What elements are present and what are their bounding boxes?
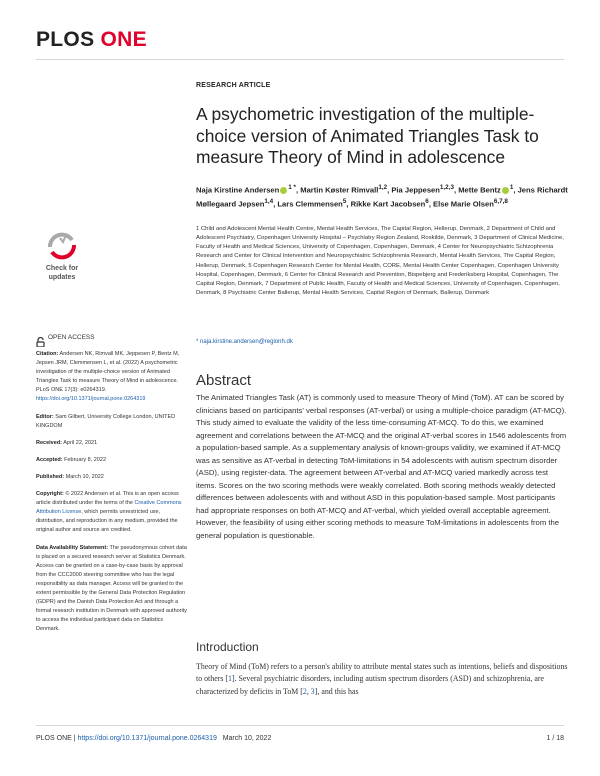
published-label: Published: — [36, 473, 65, 480]
data-availability-label: Data Availability Statement: — [36, 544, 109, 551]
corresponding-email-link[interactable]: * naja.kirstine.andersen@regionh.dk — [196, 339, 293, 345]
author-affiliation-sup: 5 — [342, 197, 347, 205]
footer-separator: | — [71, 735, 78, 742]
footer-date: March 10, 2022 — [222, 735, 272, 742]
abstract-body: The Animated Triangles Task (AT) is commonly used to measure Theory of Mind (ToM). AT can be scored by clinicians based on participants' verbal responses (AT-verbal) or using a multiple-choice paradigm (AT-MCQ). This study aimed to evaluate the validity of the less time-consuming AT-MCQ. To do this, we examined agreement and correlations between the AT-MCQ and the original AT-verbal scores in 1546 adolescents from a population-based sample. As a supplementary analysis of known-groups validity, we examined if AT-MCQ was as sensitive as AT-verbal in detecting ToM-limitations in 54 adolescents with autism spectrum disorder (ASD), using register-data. The agreement between AT-verbal and AT-MCQ varied markedly across test items. Scores on the two scoring methods were weakly correlated. Both scoring methods weakly detected differences between adolescents with and without ASD in this population-based sample. Most participants had appropriate responses on both AT-MCQ and AT-verbal, which yielded overall acceptable agreement. However, the feasibility of using either scoring methods to measure ToM-limitations in adolescents from the general population is questionable. — [196, 393, 567, 540]
orcid-icon[interactable] — [502, 187, 509, 194]
author-list — [196, 182, 574, 209]
author-affiliation-sup: 1,4 — [264, 197, 274, 205]
article-title: A psychometric investigation of the multiple-choice version of Animated Triangles Task to measure Theory of Mind in adolescence — [196, 104, 539, 167]
citation-label: Citation: — [36, 351, 59, 357]
footer-divider — [36, 725, 564, 726]
data-availability-text: The pseudonymous cohort data is placed on a secured research server at Statistics Denmark. Access can be granted on a case-by-case basis by approval from the CCC2000 steering committee who has the legal responsibility as data manager. Access will be granted to the extent permissible by the General Data Protection Regulation (GDPR) and the Danish Data Protection Act and through a formal research institution in Denmark with approved authority to access the individual participant data on Statistics Denmark. — [36, 544, 188, 633]
check-for-updates-line1: Check for — [45, 265, 79, 272]
orcid-icon[interactable] — [280, 187, 287, 194]
copyright-block — [36, 490, 188, 535]
editor-block — [36, 413, 188, 431]
citation-text: Andersen NK, Rimvall MK, Jeppesen P, Bentz M, Jepsen JRM, Clemmensen L, et al. (2022) A psychometric investigation of the multiple-choice version of Animated Triangles Task to measure Theory of Mind in adolescence. PLoS ONE 17(3): e0264319. — [36, 351, 180, 394]
copyright-text: , which permits unrestricted use, distribution, and reproduction in any medium, provided the original author and source are credited. — [36, 509, 178, 534]
published-block — [36, 473, 188, 482]
accepted-block — [36, 456, 188, 465]
article-type-label: RESEARCH ARTICLE — [196, 82, 271, 89]
affiliations: 1 Child and Adolescent Mental Health Centre, Mental Health Services, The Capital Region, Hellerup, Denmark, 2 Department of Child and Adolescent Psychiatry, Copenhagen University Hospital – Psychiatry Region Zealand, Roskilde, Denmark, 3 Department of Clinical Medicine, Faculty of Health and Medical Sciences, University of Copenhagen, Copenhagen, Denmark, 4 Center for Neuropsychiatric Schizophrenia Research and Center for Clinical Intervention and Neuropsychiatric Schizophrenia Research, Mental Health Services, The Capital Region, Hellerup, Denmark, 5 Copenhagen Research Center for Mental Health, CORE, Mental Health Center Copenhagen, Copenhagen University Hospital, Copenhagen, Denmark, 6 Center for Clinical Research and Prevention, Bispebjerg and Frederiksberg Hospital, Copenhagen, The Capital Region, Denmark, 7 Department of Public Health, Faculty of Health and Medical Sciences, University of Copenhagen, Copenhagen, Denmark, 8 Psychiatric Center Ballerup, Mental Health Services, Capital Region of Denmark, Ballerup, Denmark — [196, 226, 564, 297]
accepted-label: Accepted: — [36, 456, 63, 463]
copyright-text: © 2022 Andersen et al. This is an open access article distributed under the terms of the — [36, 491, 179, 507]
journal-logo — [36, 28, 147, 52]
author-name[interactable]: Naja Kirstine Andersen — [196, 185, 280, 195]
accepted-date: February 8, 2022 — [62, 456, 107, 463]
doi-link[interactable]: https://doi.org/10.1371/journal.pone.0264319 — [36, 396, 146, 403]
received-date: April 22, 2021 — [62, 439, 98, 446]
journal-name-plos: PLOS — [36, 28, 101, 51]
intro-text: ]. Several psychiatric disorders, including autism spectrum disorders (ASD) and schizophrenia, are characterized by deficits in ToM [ — [196, 674, 544, 696]
author-affiliation-sup: 6 — [425, 197, 429, 205]
citation-link[interactable]: 2 — [302, 686, 307, 696]
data-availability-block — [36, 544, 188, 635]
citation-block — [36, 350, 188, 405]
author-name[interactable]: , Jens Richardt Møllegaard Jepsen — [196, 185, 568, 209]
header-divider — [36, 59, 564, 60]
check-for-updates-line2: updates — [48, 273, 76, 281]
author-affiliation-sup: 1 * — [288, 184, 297, 191]
article-metadata-sidebar — [36, 350, 188, 642]
intro-text: Theory of Mind (ToM) refers to a person's ability to attribute mental states such as intentions, beliefs and dispositions to others [ — [196, 662, 568, 684]
editor-label: Editor: — [36, 413, 54, 420]
journal-name-one: ONE — [100, 28, 147, 51]
intro-text: ], and this has — [314, 686, 359, 696]
author-name[interactable]: , Mette Bentz — [453, 185, 501, 195]
editor-text: Sam Gilbert, University College London, UNITED KINGDOM — [36, 413, 176, 429]
author-affiliation-sup: 1,2 — [378, 184, 388, 191]
author-name[interactable]: , Rikke Kart Jacobsen — [346, 199, 426, 209]
author-name[interactable]: , Lars Clemmensen — [273, 199, 343, 209]
author-name[interactable]: , Else Marie Olsen — [428, 199, 494, 209]
author-name[interactable]: , Martin Køster Rimvall — [296, 185, 379, 195]
author-affiliation-sup: 6,7,8 — [493, 197, 508, 205]
page-number: 1 / 18 — [546, 735, 564, 742]
footer-journal: PLOS ONE — [36, 735, 72, 742]
open-access-label: OPEN ACCESS — [48, 334, 95, 341]
footer-doi-link[interactable]: https://doi.org/10.1371/journal.pone.0264319 — [77, 735, 217, 742]
check-for-updates-icon — [36, 232, 88, 260]
license-link[interactable]: Creative Commons Attribution License — [36, 500, 182, 516]
published-date: March 10, 2022 — [64, 473, 104, 480]
citation-link[interactable]: 3 — [310, 686, 315, 696]
check-for-updates-label — [36, 265, 88, 282]
author-name[interactable]: , Pia Jeppesen — [387, 185, 440, 195]
author-affiliation-sup: 1,2,3 — [439, 184, 454, 191]
copyright-label: Copyright: — [36, 491, 64, 498]
intro-text: , — [306, 686, 311, 696]
abstract-heading: Abstract — [196, 372, 252, 389]
page-footer — [36, 735, 271, 742]
received-block — [36, 439, 188, 448]
citation-link[interactable]: 1 — [228, 674, 232, 684]
author-affiliation-sup: 1 — [509, 184, 514, 191]
introduction-heading: Introduction — [196, 640, 259, 654]
introduction-body — [196, 661, 568, 698]
received-label: Received: — [36, 439, 62, 446]
